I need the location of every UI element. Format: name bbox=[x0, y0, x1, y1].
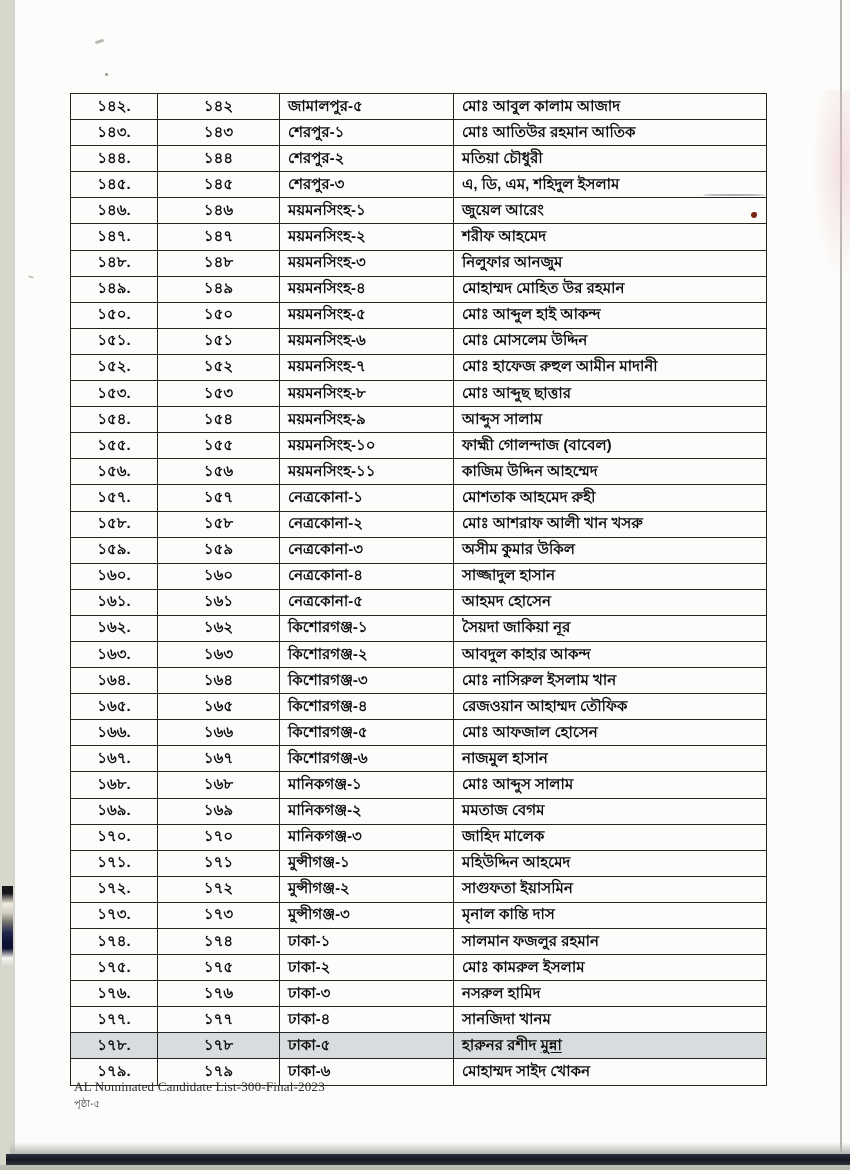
table-row bbox=[71, 407, 767, 433]
table-row bbox=[71, 876, 767, 902]
serial-cell: ১৬৭. bbox=[71, 746, 158, 772]
candidate-cell: কাজিম উদ্দিন আহম্মেদ bbox=[454, 459, 767, 485]
table-row bbox=[71, 276, 767, 302]
scan-bottom-edge bbox=[6, 1154, 850, 1165]
table-row bbox=[71, 981, 767, 1007]
serial-cell: ১৬০. bbox=[71, 563, 158, 589]
table-row bbox=[71, 1033, 767, 1059]
constituency-cell: কিশোরগঞ্জ-৪ bbox=[280, 694, 454, 720]
number-cell: ১৫৫ bbox=[158, 433, 280, 459]
table-row bbox=[71, 120, 767, 146]
number-cell: ১৫৯ bbox=[158, 537, 280, 563]
candidate-cell: মোশতাক আহমেদ রুহী bbox=[454, 485, 767, 511]
serial-cell: ১৬৩. bbox=[71, 641, 158, 667]
table-row bbox=[71, 955, 767, 981]
serial-cell: ১৬১. bbox=[71, 589, 158, 615]
serial-cell: ১৭৪. bbox=[71, 929, 158, 955]
constituency-cell: শেরপুর-৩ bbox=[280, 172, 454, 198]
serial-cell: ১৭৭. bbox=[71, 1007, 158, 1033]
serial-cell: ১৪৯. bbox=[71, 276, 158, 302]
serial-cell: ১৬২. bbox=[71, 615, 158, 641]
number-cell: ১৭৪ bbox=[158, 929, 280, 955]
constituency-cell: নেত্রকোনা-৫ bbox=[280, 589, 454, 615]
candidate-cell: মোঃ আব্দুল হাই আকন্দ bbox=[454, 302, 767, 328]
constituency-cell: ময়মনসিংহ-১১ bbox=[280, 459, 454, 485]
number-cell: ১৫৮ bbox=[158, 511, 280, 537]
serial-cell: ১৫৭. bbox=[71, 485, 158, 511]
constituency-cell: মানিকগঞ্জ-৩ bbox=[280, 824, 454, 850]
serial-cell: ১৪৭. bbox=[71, 224, 158, 250]
number-cell: ১৪৫ bbox=[158, 172, 280, 198]
candidate-cell: মোহাম্মদ সাইদ খোকন bbox=[454, 1059, 767, 1085]
number-cell: ১৫৭ bbox=[158, 485, 280, 511]
constituency-cell: ময়মনসিংহ-৭ bbox=[280, 354, 454, 380]
number-cell: ১৬৪ bbox=[158, 668, 280, 694]
number-cell: ১৭৬ bbox=[158, 981, 280, 1007]
scan-bottom-strip bbox=[0, 1165, 850, 1170]
serial-cell: ১৭০. bbox=[71, 824, 158, 850]
candidate-cell: মোঃ নাসিরুল ইসলাম খান bbox=[454, 668, 767, 694]
serial-cell: ১৫১. bbox=[71, 328, 158, 354]
constituency-cell: মানিকগঞ্জ-১ bbox=[280, 772, 454, 798]
constituency-cell: ময়মনসিংহ-৩ bbox=[280, 250, 454, 276]
candidate-cell: আব্দুস সালাম bbox=[454, 407, 767, 433]
candidate-cell: শরীফ আহমেদ bbox=[454, 224, 767, 250]
table-row bbox=[71, 537, 767, 563]
table-row bbox=[71, 1007, 767, 1033]
table-row bbox=[71, 94, 767, 120]
serial-cell: ১৫৩. bbox=[71, 381, 158, 407]
number-cell: ১৪৭ bbox=[158, 224, 280, 250]
footer-document-title: AL Nominated Candidate List-300-Final-2023 bbox=[74, 1079, 325, 1094]
serial-cell: ১৬৬. bbox=[71, 720, 158, 746]
number-cell: ১৬৬ bbox=[158, 720, 280, 746]
candidate-cell: মোঃ আব্দুছ ছাত্তার bbox=[454, 381, 767, 407]
pencil-mark bbox=[95, 39, 104, 45]
number-cell: ১৭৮ bbox=[158, 1033, 280, 1059]
candidate-cell: মমতাজ বেগম bbox=[454, 798, 767, 824]
candidate-cell: মোঃ মোসলেম উদ্দিন bbox=[454, 328, 767, 354]
serial-cell: ১৬৫. bbox=[71, 694, 158, 720]
serial-cell: ১৬৪. bbox=[71, 668, 158, 694]
constituency-cell: কিশোরগঞ্জ-১ bbox=[280, 615, 454, 641]
table-row bbox=[71, 798, 767, 824]
serial-cell: ১৫৯. bbox=[71, 537, 158, 563]
candidate-cell: মৃনাল কান্তি দাস bbox=[454, 902, 767, 928]
table-row bbox=[71, 146, 767, 172]
candidate-cell: মোঃ আশরাফ আলী খান খসরু bbox=[454, 511, 767, 537]
candidate-cell: অসীম কুমার উকিল bbox=[454, 537, 767, 563]
scan-speck bbox=[105, 73, 108, 76]
number-cell: ১৬১ bbox=[158, 589, 280, 615]
constituency-cell: ঢাকা-১ bbox=[280, 929, 454, 955]
constituency-cell: মানিকগঞ্জ-২ bbox=[280, 798, 454, 824]
candidate-cell: সানজিদা খানম bbox=[454, 1007, 767, 1033]
table-row bbox=[71, 589, 767, 615]
table-row bbox=[71, 746, 767, 772]
candidate-cell: ফাহ্মী গোলন্দাজ (বাবেল) bbox=[454, 433, 767, 459]
number-cell: ১৬৭ bbox=[158, 746, 280, 772]
number-cell: ১৫৬ bbox=[158, 459, 280, 485]
serial-cell: ১৪২. bbox=[71, 94, 158, 120]
table-row bbox=[71, 485, 767, 511]
number-cell: ১৬০ bbox=[158, 563, 280, 589]
serial-cell: ১৪৬. bbox=[71, 198, 158, 224]
constituency-cell: মুন্সীগঞ্জ-২ bbox=[280, 876, 454, 902]
scan-tint-top-right bbox=[812, 90, 850, 280]
number-cell: ১৬৮ bbox=[158, 772, 280, 798]
candidate-table bbox=[70, 93, 767, 1086]
constituency-cell: মুন্সীগঞ্জ-৩ bbox=[280, 902, 454, 928]
number-cell: ১৭২ bbox=[158, 876, 280, 902]
constituency-cell: মুন্সীগঞ্জ-১ bbox=[280, 850, 454, 876]
candidate-cell: মতিয়া চৌধুরী bbox=[454, 146, 767, 172]
candidate-cell: মোঃ হাফেজ রুহুল আমীন মাদানী bbox=[454, 354, 767, 380]
constituency-cell: ঢাকা-৩ bbox=[280, 981, 454, 1007]
table-row bbox=[71, 302, 767, 328]
constituency-cell: ময়মনসিংহ-২ bbox=[280, 224, 454, 250]
table-row bbox=[71, 641, 767, 667]
serial-cell: ১৭৯. bbox=[71, 1059, 158, 1085]
candidate-cell: সাগুফতা ইয়াসমিন bbox=[454, 876, 767, 902]
constituency-cell: নেত্রকোনা-২ bbox=[280, 511, 454, 537]
serial-cell: ১৭৬. bbox=[71, 981, 158, 1007]
table-row bbox=[71, 720, 767, 746]
number-cell: ১৫৪ bbox=[158, 407, 280, 433]
serial-cell: ১৪৫. bbox=[71, 172, 158, 198]
number-cell: ১৭৯ bbox=[158, 1059, 280, 1085]
serial-cell: ১৫৬. bbox=[71, 459, 158, 485]
table-row bbox=[71, 433, 767, 459]
table-row bbox=[71, 459, 767, 485]
table-row bbox=[71, 668, 767, 694]
constituency-cell: ঢাকা-৫ bbox=[280, 1033, 454, 1059]
constituency-cell: কিশোরগঞ্জ-৬ bbox=[280, 746, 454, 772]
footer-page-number: পৃষ্ঠা-৫ bbox=[74, 1099, 101, 1110]
table-row bbox=[71, 198, 767, 224]
constituency-cell: ঢাকা-২ bbox=[280, 955, 454, 981]
table-row bbox=[71, 615, 767, 641]
constituency-cell: কিশোরগঞ্জ-৫ bbox=[280, 720, 454, 746]
constituency-cell: জামালপুর-৫ bbox=[280, 94, 454, 120]
serial-cell: ১৪৩. bbox=[71, 120, 158, 146]
candidate-cell: হারুনর রশীদ মুন্না bbox=[454, 1033, 767, 1059]
number-cell: ১৬৯ bbox=[158, 798, 280, 824]
table-row bbox=[71, 563, 767, 589]
number-cell: ১৫০ bbox=[158, 302, 280, 328]
constituency-cell: ময়মনসিংহ-৫ bbox=[280, 302, 454, 328]
serial-cell: ১৫০. bbox=[71, 302, 158, 328]
number-cell: ১৭৭ bbox=[158, 1007, 280, 1033]
constituency-cell: ময়মনসিংহ-১ bbox=[280, 198, 454, 224]
candidate-cell: নসরুল হামিদ bbox=[454, 981, 767, 1007]
constituency-cell: ময়মনসিংহ-৮ bbox=[280, 381, 454, 407]
serial-cell: ১৬৮. bbox=[71, 772, 158, 798]
serial-cell: ১৫৮. bbox=[71, 511, 158, 537]
candidate-cell: মোঃ আফজাল হোসেন bbox=[454, 720, 767, 746]
table-row bbox=[71, 850, 767, 876]
table-row bbox=[71, 824, 767, 850]
serial-cell: ১৭২. bbox=[71, 876, 158, 902]
constituency-cell: ময়মনসিংহ-১০ bbox=[280, 433, 454, 459]
page-footer bbox=[74, 1079, 325, 1114]
candidate-cell: আহমদ হোসেন bbox=[454, 589, 767, 615]
constituency-cell: নেত্রকোনা-১ bbox=[280, 485, 454, 511]
constituency-cell: শেরপুর-১ bbox=[280, 120, 454, 146]
table-row bbox=[71, 694, 767, 720]
candidate-cell: সাজ্জাদুল হাসান bbox=[454, 563, 767, 589]
table-row bbox=[71, 929, 767, 955]
constituency-cell: নেত্রকোনা-৩ bbox=[280, 537, 454, 563]
number-cell: ১৪৯ bbox=[158, 276, 280, 302]
table-row bbox=[71, 381, 767, 407]
candidate-cell: মোঃ আবুল কালাম আজাদ bbox=[454, 94, 767, 120]
constituency-cell: শেরপুর-২ bbox=[280, 146, 454, 172]
serial-cell: ১৪৮. bbox=[71, 250, 158, 276]
constituency-cell: কিশোরগঞ্জ-২ bbox=[280, 641, 454, 667]
candidate-cell: নাজমুল হাসান bbox=[454, 746, 767, 772]
serial-cell: ১৬৯. bbox=[71, 798, 158, 824]
serial-cell: ১৭১. bbox=[71, 850, 158, 876]
number-cell: ১৪৮ bbox=[158, 250, 280, 276]
candidate-cell: জুয়েল আরেং bbox=[454, 198, 767, 224]
number-cell: ১৬২ bbox=[158, 615, 280, 641]
serial-cell: ১৫৫. bbox=[71, 433, 158, 459]
candidate-cell: নিলুফার আনজুম bbox=[454, 250, 767, 276]
table-row bbox=[71, 772, 767, 798]
candidate-cell: মোঃ আব্দুস সালাম bbox=[454, 772, 767, 798]
constituency-cell: ময়মনসিংহ-৬ bbox=[280, 328, 454, 354]
candidate-cell: মোঃ আতিউর রহমান আতিক bbox=[454, 120, 767, 146]
number-cell: ১৭৫ bbox=[158, 955, 280, 981]
table-row bbox=[71, 328, 767, 354]
constituency-cell: ময়মনসিংহ-৪ bbox=[280, 276, 454, 302]
number-cell: ১৪৩ bbox=[158, 120, 280, 146]
candidate-cell: সৈয়দা জাকিয়া নূর bbox=[454, 615, 767, 641]
table-row bbox=[71, 511, 767, 537]
candidate-table-body bbox=[71, 94, 767, 1086]
candidate-cell: রেজওয়ান আহাম্মদ তৌফিক bbox=[454, 694, 767, 720]
candidate-cell: মোঃ কামরুল ইসলাম bbox=[454, 955, 767, 981]
table-row bbox=[71, 172, 767, 198]
candidate-cell: সালমান ফজলুর রহমান bbox=[454, 929, 767, 955]
number-cell: ১৪৬ bbox=[158, 198, 280, 224]
number-cell: ১৭০ bbox=[158, 824, 280, 850]
candidate-cell: জাহিদ মালেক bbox=[454, 824, 767, 850]
constituency-cell: ঢাকা-৬ bbox=[280, 1059, 454, 1085]
constituency-cell: কিশোরগঞ্জ-৩ bbox=[280, 668, 454, 694]
table-row bbox=[71, 902, 767, 928]
serial-cell: ১৫৪. bbox=[71, 407, 158, 433]
serial-cell: ১৭৫. bbox=[71, 955, 158, 981]
scan-edge-left bbox=[0, 0, 13, 1170]
candidate-cell: আবদুল কাহার আকন্দ bbox=[454, 641, 767, 667]
number-cell: ১৬৫ bbox=[158, 694, 280, 720]
table-row bbox=[71, 224, 767, 250]
constituency-cell: নেত্রকোনা-৪ bbox=[280, 563, 454, 589]
number-cell: ১৭৩ bbox=[158, 902, 280, 928]
number-cell: ১৫৩ bbox=[158, 381, 280, 407]
constituency-cell: ময়মনসিংহ-৯ bbox=[280, 407, 454, 433]
scan-bottom-shadow bbox=[10, 1142, 850, 1154]
serial-cell: ১৭৮. bbox=[71, 1033, 158, 1059]
serial-cell: ১৫২. bbox=[71, 354, 158, 380]
scan-speck bbox=[28, 275, 34, 278]
candidate-cell: মোহাম্মদ মোহিত উর রহমান bbox=[454, 276, 767, 302]
constituency-cell: ঢাকা-৪ bbox=[280, 1007, 454, 1033]
number-cell: ১৪৪ bbox=[158, 146, 280, 172]
candidate-cell: এ, ডি, এম, শহিদুল ইসলাম bbox=[454, 172, 767, 198]
number-cell: ১৭১ bbox=[158, 850, 280, 876]
serial-cell: ১৭৩. bbox=[71, 902, 158, 928]
table-row bbox=[71, 250, 767, 276]
table-row bbox=[71, 354, 767, 380]
number-cell: ১৫২ bbox=[158, 354, 280, 380]
scan-clip-artifact bbox=[2, 886, 13, 966]
candidate-cell: মহিউদ্দিন আহমেদ bbox=[454, 850, 767, 876]
number-cell: ১৪২ bbox=[158, 94, 280, 120]
number-cell: ১৬৩ bbox=[158, 641, 280, 667]
serial-cell: ১৪৪. bbox=[71, 146, 158, 172]
number-cell: ১৫১ bbox=[158, 328, 280, 354]
scan-edge-left-line bbox=[13, 0, 15, 1152]
